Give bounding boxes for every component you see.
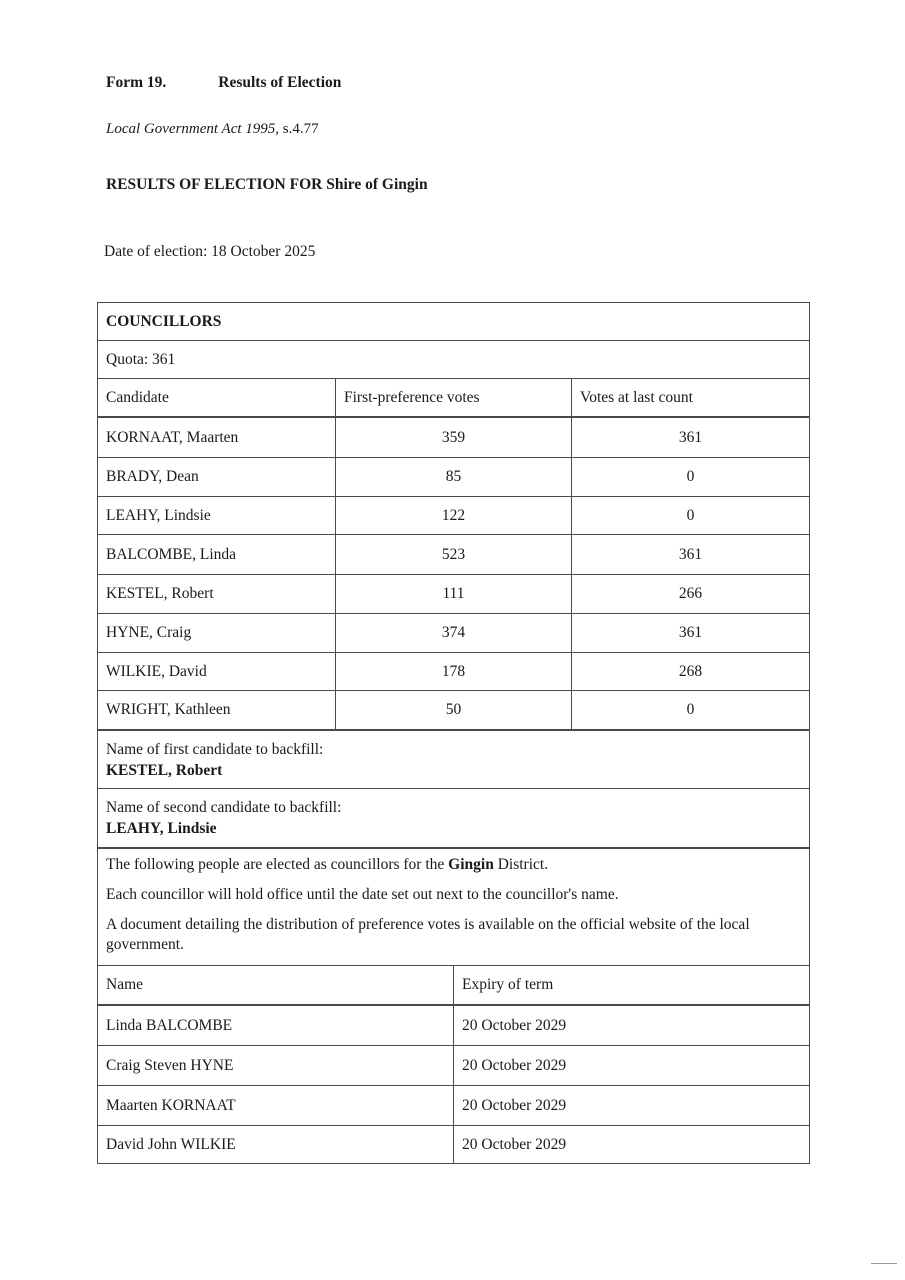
first-backfill-name: KESTEL, Robert [106,762,223,779]
elected-member-row [98,1125,809,1163]
last-count-votes: 0 [571,458,809,496]
last-count-votes: 268 [571,653,809,690]
second-backfill-cell [98,789,809,847]
election-notes-row [98,847,809,965]
candidate-name: LEAHY, Lindsie [106,506,211,524]
first-preference-votes: 122 [335,497,571,534]
member-term-expiry: 20 October 2029 [453,1046,809,1085]
elected-header-row [98,965,809,1004]
column-header-first-preference: First-preference votes [335,379,571,416]
member-term-expiry: 20 October 2029 [453,1006,809,1045]
results-heading-prefix: RESULTS OF ELECTION FOR [106,176,327,193]
results-heading [106,176,428,194]
member-name: Maarten KORNAAT [106,1096,236,1114]
candidate-row [98,457,809,496]
elected-statement [106,855,801,875]
column-header-name: Name [106,976,144,993]
results-table [97,302,810,1164]
office-term-statement: Each councillor will hold office until the date set out next to the councillor's name. [106,886,619,903]
act-section: , s.4.77 [275,121,319,137]
candidate-row [98,613,809,652]
quota-value: Quota: 361 [106,350,176,368]
quota-row [98,340,809,378]
candidate-row [98,652,809,690]
candidate-header-row [98,378,809,416]
act-reference [106,121,319,138]
first-preference-votes: 111 [335,575,571,613]
member-term-expiry: 20 October 2029 [453,1086,809,1125]
second-backfill-row [98,788,809,847]
last-count-votes: 361 [571,614,809,652]
form-heading [106,74,341,92]
first-preference-votes: 359 [335,418,571,457]
member-name: Linda BALCOMBE [106,1016,233,1034]
first-preference-votes: 50 [335,691,571,729]
act-name: Local Government Act 1995 [106,121,276,137]
page-edge-mark [871,1263,897,1264]
candidate-row [98,690,809,729]
member-term-expiry: 20 October 2029 [453,1126,809,1163]
candidate-row [98,496,809,534]
candidate-row [98,534,809,574]
first-preference-votes: 523 [335,535,571,574]
first-backfill-row [98,729,809,788]
elected-member-row [98,1085,809,1125]
councillors-heading-row [98,303,809,340]
column-header-last-count: Votes at last count [571,379,809,416]
candidate-name: WRIGHT, Kathleen [106,701,231,718]
candidate-name: KESTEL, Robert [106,585,214,602]
shire-name: Shire of Gingin [326,176,428,193]
last-count-votes: 266 [571,575,809,613]
councillors-heading: COUNCILLORS [106,312,222,330]
second-backfill-name: LEAHY, Lindsie [106,820,217,837]
member-name: David John WILKIE [106,1135,236,1153]
election-date: Date of election: 18 October 2025 [104,243,316,260]
form-number: Form 19. [106,74,167,91]
elected-statement-suffix: District. [493,856,549,873]
first-preference-votes: 85 [335,458,571,496]
candidate-name: BRADY, Dean [106,468,199,485]
candidate-row [98,574,809,613]
distribution-statement: A document detailing the distribution of preference votes is available on the official website of the local government. [106,916,750,953]
elected-member-row [98,1004,809,1045]
first-preference-votes: 374 [335,614,571,652]
last-count-votes: 0 [571,497,809,534]
column-header-expiry: Expiry of term [453,966,809,1004]
last-count-votes: 0 [571,691,809,729]
second-backfill-label: Name of second candidate to backfill: [106,799,342,816]
form-title: Results of Election [218,74,342,91]
election-notes [98,849,809,965]
first-preference-votes: 178 [335,653,571,690]
elected-member-row [98,1045,809,1085]
candidate-name: BALCOMBE, Linda [106,545,237,563]
candidate-name: HYNE, Craig [106,624,192,641]
last-count-votes: 361 [571,418,809,457]
member-name: Craig Steven HYNE [106,1056,234,1074]
candidate-name: WILKIE, David [106,662,207,680]
district-name: Gingin [448,856,494,873]
column-header-candidate: Candidate [106,388,169,406]
last-count-votes: 361 [571,535,809,574]
elected-statement-prefix: The following people are elected as councillors for the [106,856,449,873]
candidate-name: KORNAAT, Maarten [106,428,239,446]
candidate-row [98,416,809,457]
first-backfill-label: Name of first candidate to backfill: [106,741,324,758]
first-backfill-cell [98,731,809,788]
